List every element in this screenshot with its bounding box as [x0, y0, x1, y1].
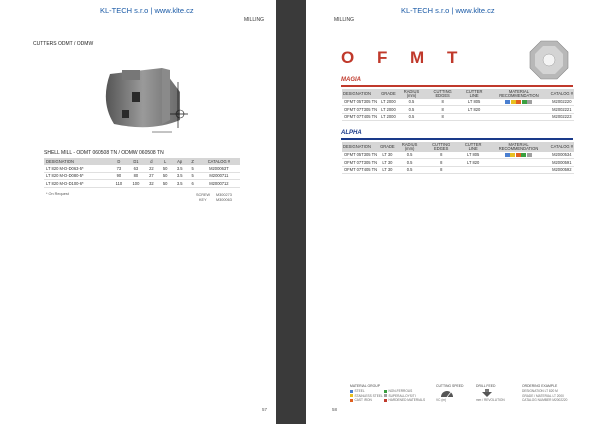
table-cell: LT 820 — [459, 159, 488, 167]
table-cell: 3.5 — [172, 180, 187, 188]
table-row — [342, 99, 574, 106]
table-cell: M2002220 — [550, 99, 574, 106]
table-cell: 0.5 — [396, 152, 424, 159]
column-header: CUTTER LINE — [459, 142, 488, 152]
right-page — [306, 0, 600, 424]
ordering-line: CATALOG NUMBER M2002220 — [522, 398, 568, 402]
legend-label: CAST IRON — [354, 398, 372, 402]
legend-color-dot — [384, 390, 387, 393]
table-cell: 63 — [127, 165, 144, 172]
section-tag: MILLING — [334, 17, 355, 23]
legend-label: STEEL — [354, 389, 365, 393]
legend-label: NON-FERROUS — [388, 389, 413, 393]
table-row — [44, 165, 240, 172]
material-swatch — [522, 100, 527, 104]
table-cell: 8 — [424, 159, 459, 167]
column-header: Z — [187, 158, 197, 165]
table-cell: 22 — [145, 165, 159, 172]
material-swatches — [505, 153, 533, 158]
ordering-line: GRADE / MATERIAL LT 2000 — [522, 393, 564, 398]
table-cell: LT 2000 — [381, 106, 396, 112]
legend-item — [350, 398, 383, 403]
material-recommendation-cell — [488, 113, 549, 121]
alpha-bar — [341, 138, 573, 140]
table-cell: M2000592 — [550, 166, 574, 174]
table-cell: 100 — [127, 180, 144, 188]
table-cell: 5 — [187, 172, 197, 180]
spare-part-label: SCREW — [196, 193, 211, 197]
table-cell: OFMT 07T305 TN — [344, 159, 378, 165]
magia-table — [342, 89, 574, 121]
table-cell: 8 — [425, 99, 460, 106]
table-cell: OFMT 07T305 TN — [344, 106, 378, 112]
cutting-speed-legend — [436, 384, 464, 403]
speed-gauge-icon — [440, 389, 454, 397]
table-row — [342, 159, 574, 167]
material-swatch — [527, 153, 532, 157]
shell-mill-table — [44, 158, 240, 188]
table-cell: M2002221 — [550, 106, 574, 114]
legend-heading: CUTTING SPEED — [436, 384, 464, 388]
page-title: CUTTERS ODMT / ODMW — [33, 41, 94, 47]
table-cell: LT 820 M-D-D100-6* — [44, 180, 110, 188]
table-cell: 8 — [425, 113, 460, 121]
legend-text: mm / REVOLUTION — [476, 398, 505, 402]
material-swatch — [511, 100, 516, 104]
alpha-table — [342, 142, 574, 174]
insert-image — [526, 37, 572, 83]
page-number: 58 — [332, 407, 338, 412]
table-row — [342, 113, 574, 121]
legend-label: SUPERALLOYS/TI — [388, 393, 416, 398]
table-cell: LT 2000 — [381, 99, 396, 105]
magia-label: MAGIA — [341, 77, 361, 83]
material-recommendation-cell — [488, 106, 549, 114]
table-cell: LT 820 M-D-D080-5* — [44, 172, 110, 180]
column-header: MATERIAL RECOMMENDATION — [487, 142, 549, 152]
column-header: RADIUS (mm) — [398, 89, 426, 99]
table-cell: OFMT 07T405 TN — [344, 167, 378, 173]
legend-heading: ORDERING EXAMPLE — [522, 384, 558, 388]
column-header: RADIUS (mm) — [396, 142, 424, 152]
table-cell: M2000712 — [198, 180, 240, 188]
table-cell: 3.5 — [172, 165, 187, 172]
material-recommendation-cell — [487, 159, 549, 167]
legend — [350, 384, 582, 408]
table-cell: LT 820 — [460, 106, 488, 114]
table-header-row — [342, 142, 574, 152]
column-header: Ap — [172, 158, 187, 165]
cutter-image — [92, 62, 200, 138]
column-header: d — [145, 158, 159, 165]
magia-bar — [341, 85, 573, 87]
table-cell: 50 — [158, 172, 172, 180]
ordering-example — [522, 384, 567, 403]
table-cell: LT 30 — [379, 166, 396, 174]
table-cell: LT 820 M-D-D063-5* — [44, 165, 110, 172]
drill-feed-legend — [476, 384, 505, 403]
material-swatch — [516, 153, 521, 157]
legend-heading: DRILL FEED — [476, 384, 496, 388]
column-header: D1 — [127, 158, 144, 165]
legend-item — [384, 398, 425, 403]
column-header: GRADE — [379, 142, 396, 152]
table-cell: 110 — [110, 180, 127, 188]
material-swatch — [516, 100, 521, 104]
column-header: DESIGNATION — [342, 142, 379, 152]
table-cell: 73 — [110, 165, 127, 172]
table-row — [342, 152, 574, 159]
table-cell: OFMT 05T305 TN — [344, 99, 378, 105]
table-cell: M2000591 — [550, 159, 574, 167]
table-cell: OFMT 07T405 TN — [344, 114, 378, 120]
table-cell: 8 — [424, 166, 459, 174]
table-cell: 3.5 — [172, 172, 187, 180]
column-header: L — [158, 158, 172, 165]
table-cell: M2000534 — [550, 152, 574, 159]
table-cell — [459, 166, 488, 174]
column-header: CUTTING EDGES — [425, 89, 460, 99]
spare-part-code: M300063 — [216, 198, 232, 202]
column-header: CUTTER LINE — [460, 89, 488, 99]
material-recommendation-cell — [487, 152, 549, 159]
table-row — [342, 166, 574, 174]
table-cell: LT 805 — [459, 152, 488, 159]
table-cell: M200063T — [198, 165, 240, 172]
site-header: KL-TECH s.r.o | www.klte.cz — [100, 6, 194, 15]
column-header: MATERIAL RECOMMENDATION — [488, 89, 549, 99]
table-cell: 80 — [127, 172, 144, 180]
table-cell: LT 30 — [379, 152, 396, 159]
section-tag: MILLING — [244, 17, 265, 23]
material-swatch — [521, 153, 526, 157]
column-header: DESIGNATION — [44, 158, 110, 165]
column-header: CATALOG # — [198, 158, 240, 165]
material-swatch — [510, 153, 515, 157]
table-cell: 0.5 — [396, 166, 424, 174]
legend-color-dot — [384, 394, 387, 397]
material-recommendation-cell — [487, 166, 549, 174]
table-cell: 50 — [158, 165, 172, 172]
table-cell: LT 2000 — [381, 114, 396, 120]
column-header: CATALOG # — [550, 142, 574, 152]
column-header: D — [110, 158, 127, 165]
column-header: CUTTING EDGES — [424, 142, 459, 152]
column-header: CATALOG # — [550, 89, 574, 99]
column-header: DESIGNATION — [342, 89, 379, 99]
table-cell: 0.5 — [398, 113, 426, 121]
table-cell: 8 — [425, 106, 460, 114]
table-cell: 5 — [187, 165, 197, 172]
table-cell: OFMT 05T305 TN — [344, 152, 378, 158]
table-cell: 27 — [145, 172, 159, 180]
table-cell — [460, 113, 488, 121]
legend-color-dot — [350, 399, 353, 402]
table-row — [44, 172, 240, 180]
page-number: 57 — [262, 407, 268, 412]
legend-color-dot — [384, 399, 387, 402]
table-header-row — [44, 158, 240, 165]
ordering-line: DESIGNATION LT 820 M — [522, 389, 558, 393]
table-row — [342, 106, 574, 114]
legend-heading: MATERIAL GROUP — [350, 384, 380, 388]
legend-color-dot — [350, 390, 353, 393]
table-cell: LT 805 — [460, 99, 488, 106]
table-cell: M2000711 — [198, 172, 240, 180]
spare-part-code: M300273 — [216, 193, 232, 197]
legend-color-dot — [350, 394, 353, 397]
book-spine — [276, 0, 306, 424]
table-cell: LT 30 — [379, 159, 396, 167]
table-cell: 90 — [110, 172, 127, 180]
table-row — [44, 180, 240, 188]
table-cell: 0.5 — [398, 106, 426, 114]
alpha-label: ALPHA — [341, 130, 362, 136]
material-swatches — [505, 100, 533, 105]
material-recommendation-cell — [488, 99, 549, 106]
table-header-row — [342, 89, 574, 99]
table-cell: 32 — [145, 180, 159, 188]
drill-icon — [480, 389, 494, 397]
shell-mill-title: SHELL MILL - ODMT 060508 TN / ODMW 060508 TN — [44, 150, 164, 156]
table-cell: 50 — [158, 180, 172, 188]
legend-label: STAINLESS STEEL — [354, 393, 383, 398]
site-header: KL-TECH s.r.o | www.klte.cz — [401, 6, 495, 15]
table-cell: 8 — [424, 152, 459, 159]
table-cell: M2002223 — [550, 113, 574, 121]
table-cell: 0.5 — [398, 99, 426, 106]
material-swatch — [505, 153, 510, 157]
footnote: * On Request — [46, 192, 69, 196]
table-cell: 0.5 — [396, 159, 424, 167]
table-cell: 6 — [187, 180, 197, 188]
insert-family-title: O F M T — [341, 48, 467, 67]
legend-text: VC (m) — [436, 398, 447, 402]
material-group-legend — [350, 384, 426, 402]
legend-label: HARDENED MATERIALS — [388, 398, 426, 402]
left-page — [0, 0, 276, 424]
column-header: GRADE — [379, 89, 398, 99]
material-swatch — [527, 100, 532, 104]
material-swatch — [505, 100, 510, 104]
spare-part-label: KEY — [199, 198, 207, 202]
